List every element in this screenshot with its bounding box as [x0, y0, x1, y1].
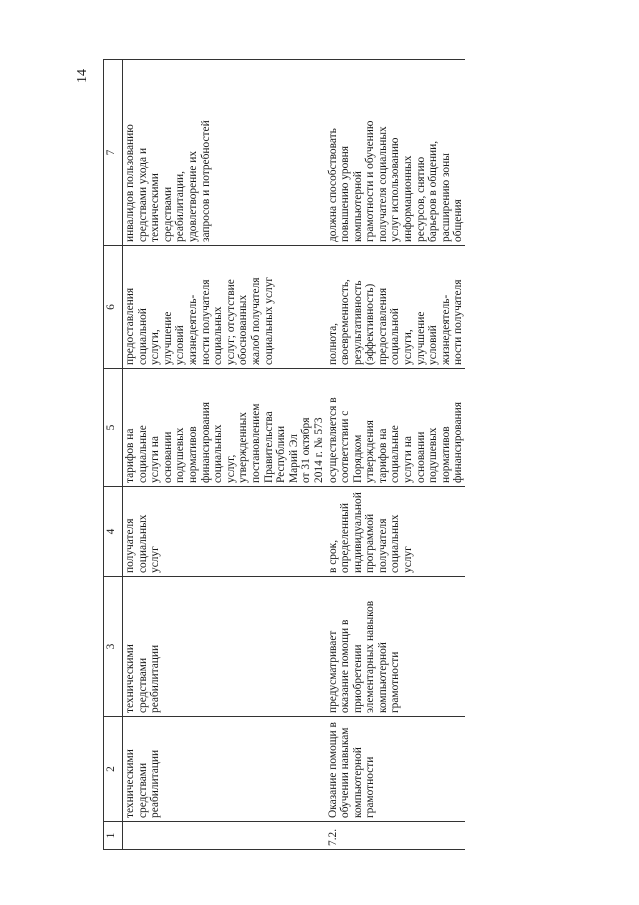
quality-indicators-cell: предоставления социальной услуги, улучшение условий жизнедеятель- ности получателя социальных услуг; отсутствие обоснованных жалоб получателя социальных услуг [123, 246, 326, 369]
service-name-cell: техническими средствами реабилитации [123, 717, 326, 822]
column-header: 3 [104, 577, 123, 717]
column-header: 1 [104, 822, 123, 850]
services-table [103, 59, 466, 850]
service-term-cell: получателя социальных услуг [123, 487, 326, 577]
rotated-page-content [103, 60, 483, 850]
service-name-cell: Оказание помощи в обучении навыкам компьютерной грамотности [326, 717, 466, 822]
service-conditions-cell: инвалидов пользованию средствами ухода и техническими средствами реабилитации, удовлетворение их запросов и потребностей [123, 60, 326, 246]
header-row [104, 60, 123, 850]
column-header: 2 [104, 717, 123, 822]
page-number: 14 [75, 69, 90, 83]
column-header: 7 [104, 60, 123, 246]
quality-indicators-cell: полнота, своевременность, результативность (эффективность) предоставления социальной услуги, улучшение условий жизнедеятель- ности получателя [326, 246, 466, 369]
table-row [123, 60, 326, 850]
service-description-cell: техническими средствами реабилитации [123, 577, 326, 717]
column-header: 6 [104, 246, 123, 369]
service-term-cell: в срок, определенный индивидуальной программой получателя социальных услуг [326, 487, 466, 577]
service-description-cell: предусматривает оказание помощи в приобретении элементарных навыков компьютерной грамотности [326, 577, 466, 717]
row-number-cell: 7.2. [326, 822, 466, 850]
service-conditions-cell: должна способствовать повышению уровня компьютерной грамотности и обучению получателя социальных услуг использованию информационных ресурсов, снятию барьеров в общении, расширению зоны общения [326, 60, 466, 246]
service-tariff-cell: осуществляется в соответствии с Порядком утверждения тарифов на социальные услуги на основании подушевых нормативов финансирования [326, 369, 466, 487]
column-header: 5 [104, 369, 123, 487]
service-tariff-cell: тарифов на социальные услуги на основании подушевых нормативов финансирования социальных услуг, утвержденных постановлением Правительства Республики Марий Эл от 31 октября 2014 г. № 573 [123, 369, 326, 487]
row-number-cell [123, 822, 326, 850]
table-row [326, 60, 466, 850]
column-header: 4 [104, 487, 123, 577]
